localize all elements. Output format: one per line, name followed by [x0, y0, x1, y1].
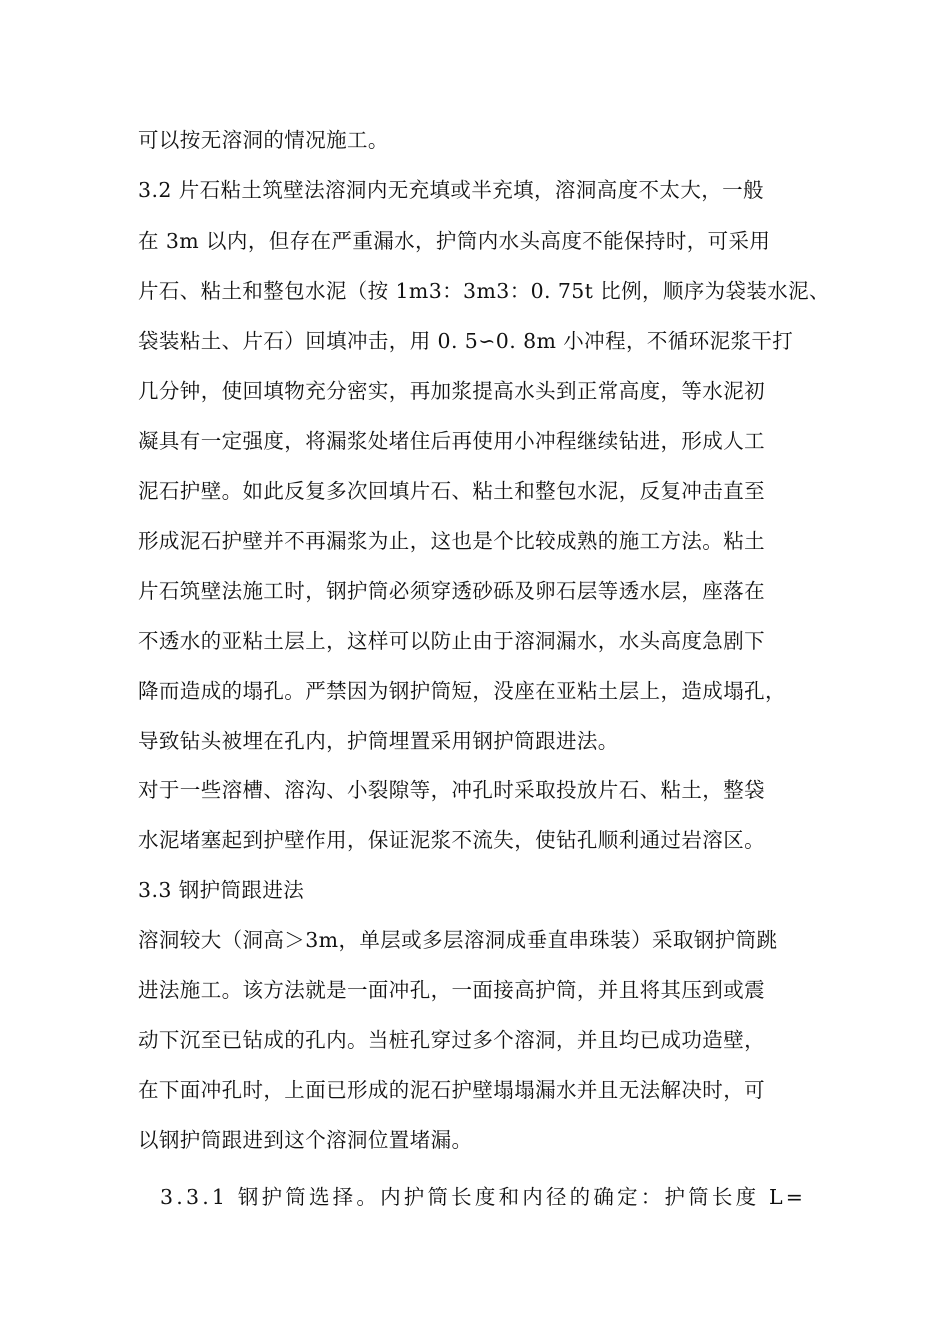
text-line-10: 片石筑壁法施工时，钢护筒必须穿透砂砾及卵石层等透水层，座落在 — [138, 579, 765, 603]
text-line-13: 导致钻头被埋在孔内，护筒埋置采用钢护筒跟进法。 — [138, 729, 619, 753]
text-line-14: 对于一些溶槽、溶沟、小裂隙等，冲孔时采取投放片石、粘土，整袋 — [138, 778, 765, 802]
text-line-22: 3.3.1 钢护筒选择。内护筒长度和内径的确定：护筒长度 L= — [160, 1185, 807, 1209]
text-line-8: 泥石护壁。如此反复多次回填片石、粘土和整包水泥，反复冲击直至 — [138, 479, 765, 503]
text-line-2: 3.2 片石粘土筑壁法溶洞内无充填或半充填，溶洞高度不太大，一般 — [138, 178, 764, 202]
text-line-5: 袋装粘土、片石）回填冲击，用 0. 5∽0. 8m 小冲程，不循环泥浆干打 — [138, 329, 794, 353]
text-line-20: 在下面冲孔时，上面已形成的泥石护壁塌塌漏水并且无法解决时，可 — [138, 1078, 765, 1102]
text-line-12: 降而造成的塌孔。严禁因为钢护筒短，没座在亚粘土层上，造成塌孔， — [138, 679, 786, 703]
text-line-6: 几分钟，使回填物充分密实，再加浆提高水头到正常高度，等水泥初 — [138, 379, 765, 403]
text-line-9: 形成泥石护壁并不再漏浆为止，这也是个比较成熟的施工方法。粘土 — [138, 529, 765, 553]
text-line-17: 溶洞较大（洞高＞3m，单层或多层溶洞成垂直串珠装）采取钢护筒跳 — [138, 928, 778, 952]
text-line-4: 片石、粘土和整包水泥（按 1m3：3m3：0. 75t 比例，顺序为袋装水泥、 — [138, 279, 830, 303]
text-line-1: 可以按无溶洞的情况施工。 — [138, 128, 389, 152]
text-line-7: 凝具有一定强度，将漏浆处堵住后再使用小冲程继续钻进，形成人工 — [138, 429, 765, 453]
text-line-16: 3.3 钢护筒跟进法 — [138, 878, 305, 902]
text-line-11: 不透水的亚粘土层上，这样可以防止由于溶洞漏水，水头高度急剧下 — [138, 629, 765, 653]
text-line-18: 进法施工。该方法就是一面冲孔，一面接高护筒，并且将其压到或震 — [138, 978, 765, 1002]
text-line-19: 动下沉至已钻成的孔内。当桩孔穿过多个溶洞，并且均已成功造壁， — [138, 1028, 765, 1052]
text-line-15: 水泥堵塞起到护壁作用，保证泥浆不流失，使钻孔顺利通过岩溶区。 — [138, 828, 765, 852]
text-line-21: 以钢护筒跟进到这个溶洞位置堵漏。 — [138, 1128, 473, 1152]
text-line-3: 在 3m 以内，但存在严重漏水，护筒内水头高度不能保持时，可采用 — [138, 229, 771, 253]
